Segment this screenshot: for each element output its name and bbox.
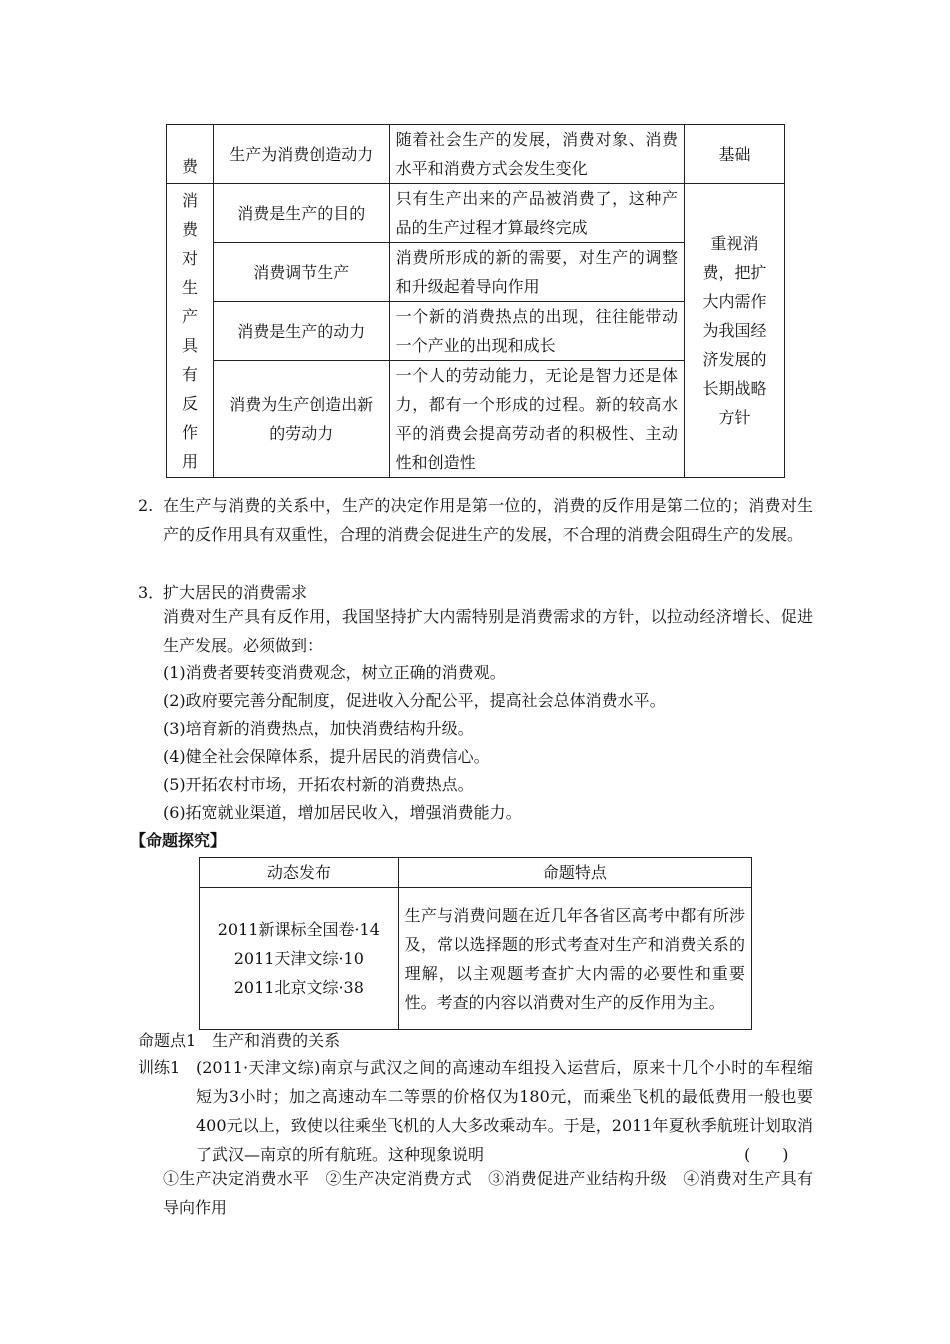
aspect-text: 消费是生产的目的 [237,203,366,223]
aspect-cell [213,243,389,302]
row-label: 费 [181,157,198,176]
training-label: 训练1 [138,1058,181,1077]
list-item: (1)消费者要转变消费观念，树立正确的消费观。 [163,663,506,682]
header-text: 命题特点 [542,863,607,882]
aspect-cell [213,302,389,361]
table-row [167,125,785,184]
group-label: 消费对生产具有反作用 [181,190,198,471]
aspect-cell [213,184,389,243]
source-item: 2011天津文综·10 [233,949,364,968]
desc-cell [389,302,684,361]
list-item: (3)培育新的消费热点，加快消费结构升级。 [163,719,474,738]
aspect-text: 消费为生产创造出新的劳动力 [229,395,374,443]
aspect-cell [213,361,389,478]
training-options: ①生产决定消费水平 ②生产决定消费方式 ③消费促进产业结构升级 ④消费对生产具有导向作用 [163,1169,813,1217]
desc-cell [389,184,684,243]
column-header [398,858,751,888]
point-3-title: 扩大居民的消费需求 [163,583,308,602]
proposition-heading: 命题点1 生产和消费的关系 [138,1031,341,1050]
aspect-text: 消费是生产的动力 [237,321,366,341]
desc-cell [389,125,684,184]
header-text: 动态发布 [266,863,331,882]
row-label-cell [167,125,214,184]
aspect-cell [213,125,389,184]
desc-text: 一个人的劳动能力，无论是智力还是体力，都有一个形成的过程。新的较高水平的消费会提高劳动者的积极性、主动性和创造性 [395,366,679,472]
right-note: 重视消费，把扩大内需作为我国经济发展的长期战略方针 [702,234,767,427]
point-2-text: 在生产与消费的关系中，生产的决定作用是第一位的，消费的反作用是第二位的；消费对生产的反作用具有双重性，合理的消费会促进生产的发展，不合理的消费会阻碍生产的发展。 [163,496,813,544]
training-stem-text: (2011·天津文综)南京与武汉之间的高速动车组投入运营后，原来十几个小时的车程缩短为3小时；加之高速动车二等票的价格仅为180元，而乘坐飞机的最低费用一般也要400元以上，致使以往乘坐飞机的人大多改乘动车。于是，2011年夏秋季航班计划取消了武汉—南京的所有航班。这种现象说明 [196,1058,813,1164]
desc-text: 一个新的消费热点的出现，往往能带动一个产业的出现和成长 [395,307,679,355]
list-item: (4)健全社会保障体系，提升居民的消费信心。 [163,747,490,766]
aspect-text: 消费调节生产 [253,262,350,282]
list-item: (6)拓宽就业渠道，增加居民收入，增强消费能力。 [163,803,522,822]
right-note-cell [685,184,785,478]
section-heading: 【命题探究】 [130,831,227,850]
training-stem [196,1053,813,1169]
point-2-number: 2. [138,496,154,515]
group-label-cell [167,184,214,478]
note-text: 基础 [718,144,751,164]
table-header-row [200,858,752,888]
table-row [167,184,785,243]
aspect-text: 生产为消费创造动力 [229,144,374,164]
source-item: 2011北京文综·38 [233,978,364,997]
consumption-production-table [166,124,785,478]
desc-text: 只有生产出来的产品被消费了，这种产品的生产过程才算最终完成 [395,189,679,237]
point-3-intro: 消费对生产具有反作用，我国坚持扩大内需特别是消费需求的方针，以拉动经济增长、促进生产发展。必须做到： [163,607,813,655]
column-header [200,858,399,888]
sources-cell [200,888,399,1030]
note-cell [685,125,785,184]
desc-text: 消费所形成的新的需要，对生产的调整和升级起着导向作用 [395,248,679,296]
list-item: (5)开拓农村市场，开拓农村新的消费热点。 [163,775,474,794]
point-3-number: 3． [138,583,165,602]
exam-info-table [199,857,752,1030]
table-row [200,888,752,1030]
answer-bracket: ( ) [744,1145,789,1164]
desc-text: 随着社会生产的发展，消费对象、消费水平和消费方式会发生变化 [395,130,679,178]
source-item: 2011新课标全国卷·14 [217,920,380,939]
desc-cell [389,243,684,302]
desc-cell [389,361,684,478]
list-item: (2)政府要完善分配制度，促进收入分配公平，提高社会总体消费水平。 [163,691,666,710]
feature-cell [398,888,751,1030]
feature-text: 生产与消费问题在近几年各省区高考中都有所涉及，常以选择题的形式考查对生产和消费关系的理解，以主观题考查扩大内需的必要性和重要性。考查的内容以消费对生产的反作用为主。 [404,905,745,1012]
